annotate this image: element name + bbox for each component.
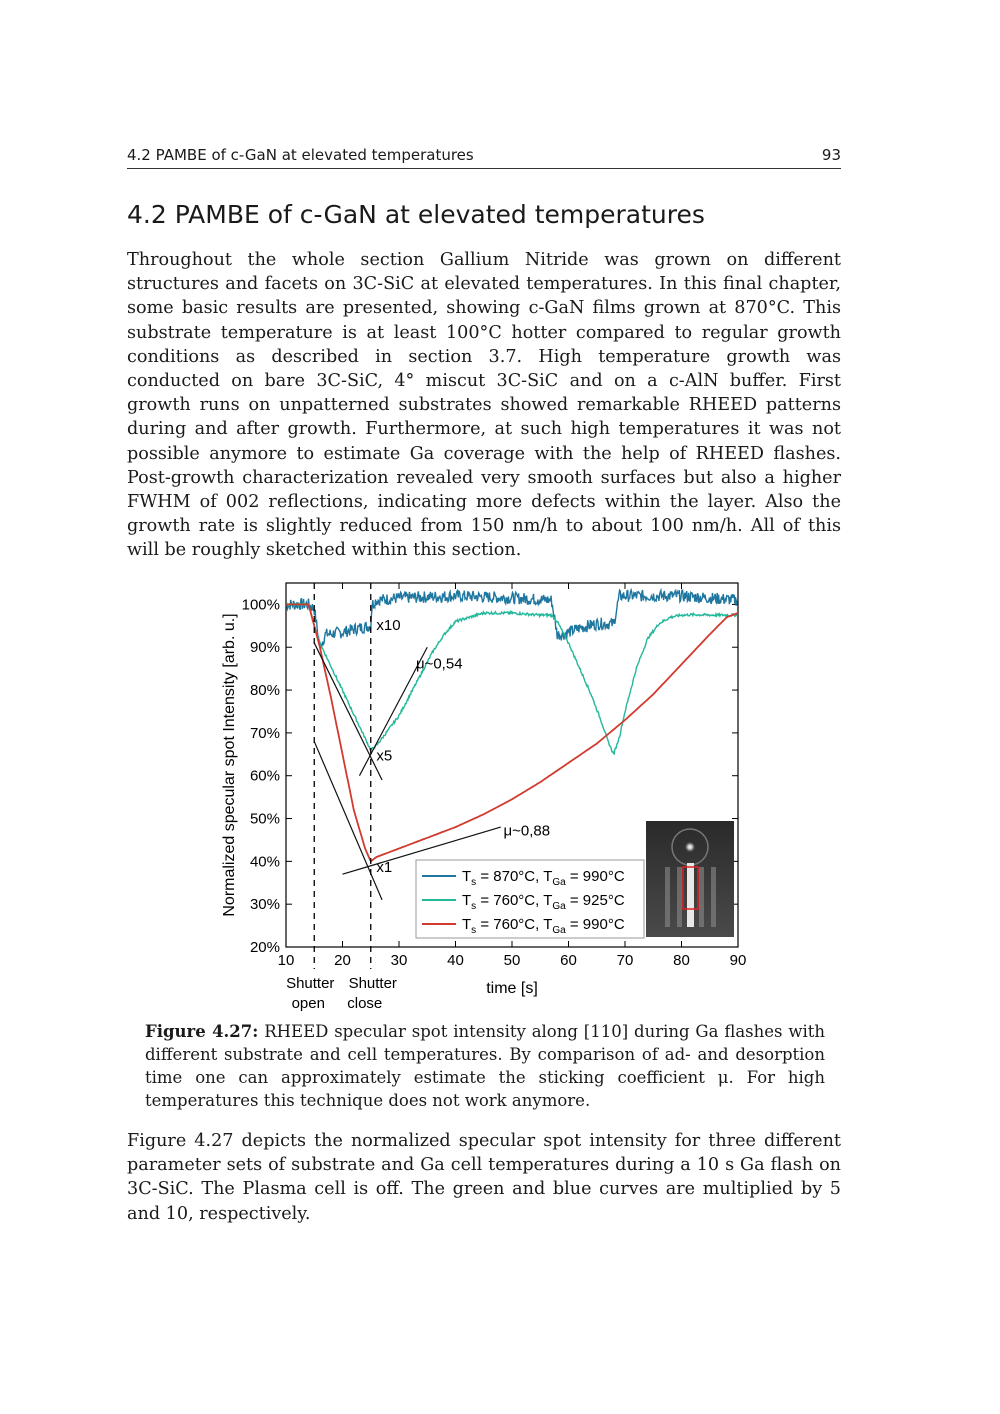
figure-4-27: [210, 575, 770, 1015]
chart-annotation: x1: [376, 859, 393, 877]
tangent-line: [314, 643, 382, 780]
y-axis-label: Normalized specular spot Intensity [arb. u.]: [221, 613, 238, 917]
shutter-label: Shutter: [286, 975, 335, 992]
x-tick-label: 90: [729, 952, 747, 969]
y-tick-label: 90%: [249, 639, 280, 657]
running-title: 4.2 PAMBE of c-GaN at elevated temperatures: [127, 146, 474, 164]
y-tick-label: 50%: [249, 810, 280, 828]
x-tick-label: 50: [503, 952, 521, 969]
tangent-line: [314, 741, 382, 899]
page-number: 93: [821, 146, 841, 164]
section-title: 4.2 PAMBE of c-GaN at elevated temperatures: [127, 200, 705, 229]
y-tick-label: 80%: [249, 682, 280, 700]
legend-entry: $T_s = 760^\circ C$, $T_{Ga} = 925^\circ C$: [462, 892, 625, 912]
shutter-label: Shutter: [348, 975, 397, 992]
chart-annotation: μ~0,88: [503, 822, 551, 840]
x-tick-label: 10: [277, 952, 295, 969]
shutter-label-2: open: [291, 995, 325, 1012]
legend-entry: $T_s = 760^\circ C$, $T_{Ga} = 990^\circ C$: [462, 916, 625, 936]
x-tick-label: 80: [673, 952, 690, 969]
legend-entry: $T_s = 870^\circ C$, $T_{Ga} = 990^\circ C$: [462, 868, 625, 888]
running-head: [127, 144, 841, 169]
x-tick-label: 30: [390, 952, 408, 969]
chart-annotation: x5: [376, 747, 393, 765]
x-tick-label: 60: [560, 952, 577, 969]
series-line-2: [286, 603, 738, 754]
y-tick-label: 40%: [249, 853, 280, 871]
paragraph-intro: Throughout the whole section Gallium Nitride was grown on different structures and facets on 3C-SiC at elevated temperatures. In this final chapter, some basic results are presented, showing c-GaN films grown at 870°C. This substrate temperature is at least 100°C hotter compared to regular growth conditions as described in section 3.7. High temperature growth was conducted on bare 3C-SiC, 4° miscut 3C-SiC and on a c-AlN buffer. First growth runs on unpatterned substrates showed remarkable RHEED patterns during and after growth. Furthermore, at such high temperatures it was not possible anymore to estimate Ga coverage with the help of RHEED flashes. Post-growth characterization revealed very smooth surfaces but also a higher FWHM of 002 reflections, indicating more defects within the layer. Also the growth rate is slightly reduced from 150 nm/h to about 100 nm/h. All of this will be roughly sketched within this section.: [127, 250, 841, 561]
shutter-label-2: close: [347, 995, 383, 1012]
y-tick-label: 70%: [249, 724, 280, 742]
x-tick-label: 20: [334, 952, 351, 969]
rheed-pattern-inset: [646, 821, 734, 937]
caption-label: Figure 4.27:: [145, 1022, 259, 1041]
figure-caption: [145, 1020, 825, 1112]
chart-annotation: μ~0,54: [415, 655, 463, 673]
chart-annotation: x10: [376, 617, 401, 635]
x-tick-label: 70: [616, 952, 634, 969]
series-line-1: [286, 590, 738, 649]
paragraph-figure-description: Figure 4.27 depicts the normalized specular spot intensity for three different parameter sets of substrate and Ga cell temperatures during a 10 s Ga flash on 3C-SiC. The Plasma cell is off. The green and blue curves are multiplied by 5 and 10, respectively.: [127, 1131, 841, 1224]
y-tick-label: 100%: [241, 596, 280, 614]
y-tick-label: 60%: [249, 767, 280, 785]
y-tick-label: 20%: [249, 939, 280, 956]
caption-text: RHEED specular spot intensity along [110] during Ga flashes with different substrate and cell temperatures. By comparison of ad- and desorption time one can approximately estimate the sticking coefficient μ. For high temperatures this technique does not work anymore.: [145, 1022, 826, 1110]
rheed-intensity-chart: [210, 575, 770, 1015]
x-axis-label: time [s]: [486, 980, 538, 997]
x-tick-label: 40: [447, 952, 464, 969]
y-tick-label: 30%: [249, 896, 280, 914]
